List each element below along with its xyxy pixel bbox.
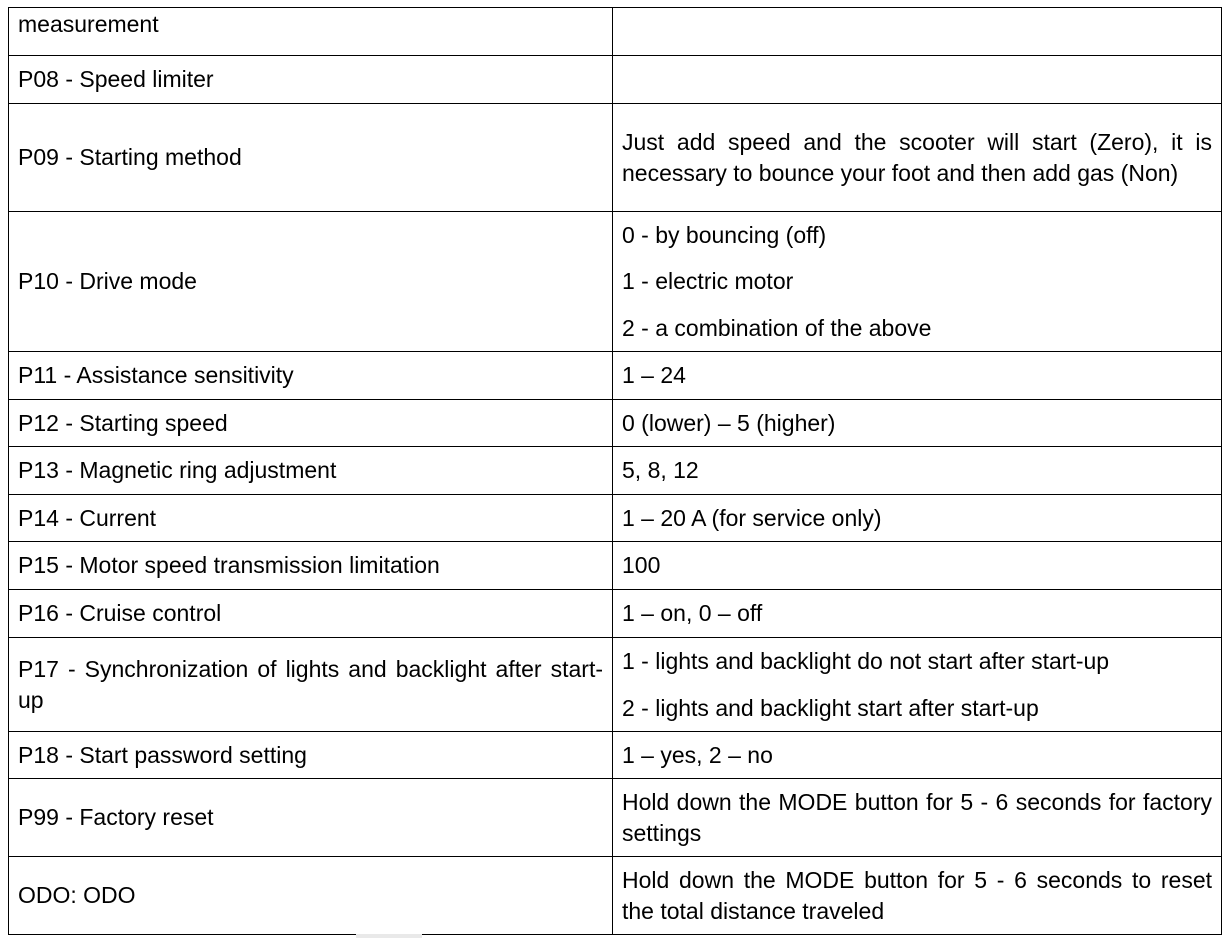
page-edge-mark <box>356 934 422 938</box>
parameter-name: P09 - Starting method <box>9 104 613 212</box>
table-row <box>9 352 1222 400</box>
parameter-table <box>8 7 1222 935</box>
description-line: 0 - by bouncing (off) <box>622 221 827 248</box>
table-row <box>9 857 1222 935</box>
parameter-name: P12 - Starting speed <box>9 400 613 447</box>
description-line: 1 - electric motor <box>622 268 794 295</box>
parameter-name: P11 - Assistance sensitivity <box>9 352 613 400</box>
parameter-description: 1 – 20 A (for service only) <box>613 495 1222 542</box>
parameter-description: Hold down the MODE button for 5 - 6 seconds to reset the total distance traveled <box>613 857 1222 935</box>
parameter-description: 1 – on, 0 – off <box>613 590 1222 638</box>
parameter-name: measurement <box>9 8 613 56</box>
parameter-description <box>613 212 1222 352</box>
parameter-name: P08 - Speed limiter <box>9 56 613 104</box>
table-row <box>9 447 1222 495</box>
parameter-name: P18 - Start password setting <box>9 732 613 779</box>
parameter-name: P16 - Cruise control <box>9 590 613 638</box>
parameter-description: Just add speed and the scooter will start (Zero), it is necessary to bounce your foot and then add gas (Non) <box>613 104 1222 212</box>
parameter-description <box>613 8 1222 56</box>
parameter-name: ODO: ODO <box>9 857 613 935</box>
table-row <box>9 495 1222 542</box>
parameter-description: 1 – 24 <box>613 352 1222 400</box>
parameter-name: P99 - Factory reset <box>9 779 613 857</box>
description-line: 2 - lights and backlight start after start-up <box>622 694 1039 721</box>
parameter-name: P15 - Motor speed transmission limitation <box>9 542 613 590</box>
description-line: 1 - lights and backlight do not start after start-up <box>622 648 1110 674</box>
parameter-name: P14 - Current <box>9 495 613 542</box>
table-row <box>9 212 1222 352</box>
parameter-description <box>613 56 1222 104</box>
table-row <box>9 590 1222 638</box>
parameter-description: 1 – yes, 2 – no <box>613 732 1222 779</box>
table-row <box>9 104 1222 212</box>
table-row <box>9 56 1222 104</box>
parameter-description: Hold down the MODE button for 5 - 6 seconds for factory settings <box>613 779 1222 857</box>
table-row <box>9 8 1222 56</box>
parameter-name: P13 - Magnetic ring adjustment <box>9 447 613 495</box>
parameter-name: P17 - Synchronization of lights and backlight after start-up <box>9 638 613 732</box>
parameter-description: 100 <box>613 542 1222 590</box>
table-row <box>9 779 1222 857</box>
parameter-description: 0 (lower) – 5 (higher) <box>613 400 1222 447</box>
description-line: 2 - a combination of the above <box>622 314 932 341</box>
table-row <box>9 638 1222 732</box>
parameter-description <box>613 638 1222 732</box>
table-row <box>9 732 1222 779</box>
parameter-description: 5, 8, 12 <box>613 447 1222 495</box>
table-row <box>9 542 1222 590</box>
table-row <box>9 400 1222 447</box>
parameter-name: P10 - Drive mode <box>9 212 613 352</box>
